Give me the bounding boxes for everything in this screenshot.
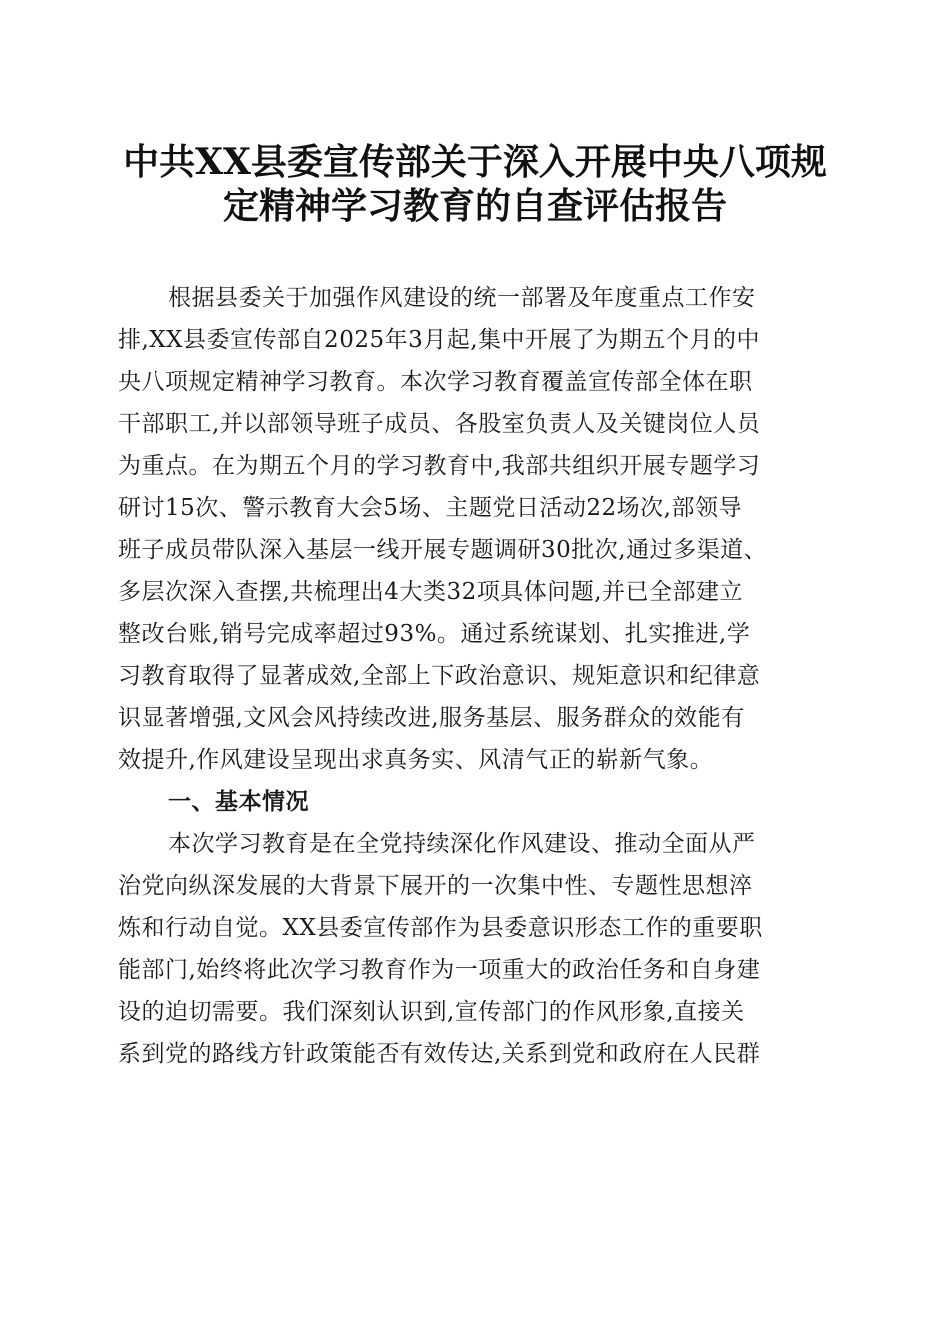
paragraph-1-line-11: 识显著增强,文风会风持续改进,服务基层、服务群众的效能有 <box>118 705 745 731</box>
paragraph-2-line-6: 系到党的路线方针政策能否有效传达,关系到党和政府在人民群 <box>118 1041 761 1067</box>
paragraph-1-line-6: 研讨15次、警示教育大会5场、主题党日活动22场次,部领导 <box>118 495 742 521</box>
document-title <box>100 140 850 228</box>
section-heading-basic-situation: 一、基本情况 <box>168 789 309 815</box>
paragraph-1-line-10: 习教育取得了显著成效,全部上下政治意识、规矩意识和纪律意 <box>118 663 761 689</box>
paragraph-2-line-3: 炼和行动自觉。XX县委宣传部作为县委意识形态工作的重要职 <box>118 915 763 941</box>
paragraph-1-line-8: 多层次深入查摆,共梳理出4大类32项具体问题,并已全部建立 <box>118 579 744 605</box>
paragraph-2-line-4: 能部门,始终将此次学习教育作为一项重大的政治任务和自身建 <box>118 957 761 983</box>
paragraph-1-line-9: 整改台账,销号完成率超过93%。通过系统谋划、扎实推进,学 <box>118 621 751 647</box>
paragraph-1-line-3: 央八项规定精神学习教育。本次学习教育覆盖宣传部全体在职 <box>118 369 753 395</box>
paragraph-1-line-1: 根据县委关于加强作风建设的统一部署及年度重点工作安 <box>168 285 756 311</box>
paragraph-1-line-5: 为重点。在为期五个月的学习教育中,我部共组织开展专题学习 <box>118 453 761 479</box>
paragraph-1-line-4: 干部职工,并以部领导班子成员、各股室负责人及关键岗位人员 <box>118 411 761 437</box>
title-line-2: 定精神学习教育的自查评估报告 <box>222 185 727 227</box>
paragraph-1-line-7: 班子成员带队深入基层一线开展专题调研30批次,通过多渠道、 <box>118 537 768 563</box>
document-body <box>118 277 830 1075</box>
paragraph-1-line-12: 效提升,作风建设呈现出求真务实、风清气正的崭新气象。 <box>118 747 714 773</box>
paragraph-2-line-1: 本次学习教育是在全党持续深化作风建设、推动全面从严 <box>168 831 756 857</box>
paragraph-2-line-5: 设的迫切需要。我们深刻认识到,宣传部门的作风形象,直接关 <box>118 999 745 1025</box>
title-line-1: 中共XX县委宣传部关于深入开展中央八项规 <box>123 141 827 183</box>
paragraph-2-line-2: 治党向纵深发展的大背景下展开的一次集中性、专题性思想淬 <box>118 873 753 899</box>
paragraph-1-line-2: 排,XX县委宣传部自2025年3月起,集中开展了为期五个月的中 <box>118 327 761 353</box>
